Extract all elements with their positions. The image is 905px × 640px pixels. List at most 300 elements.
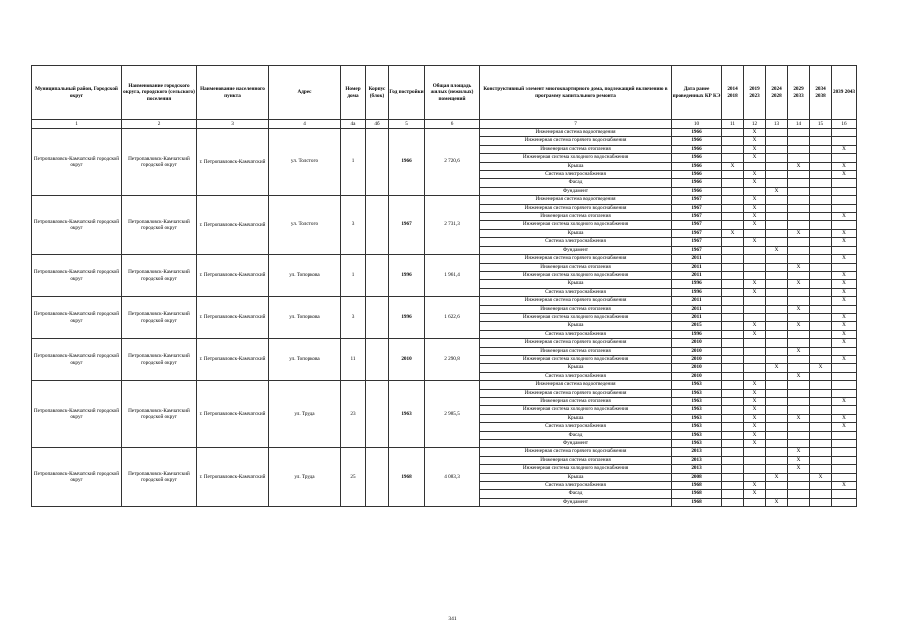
period-mark-cell (766, 221, 788, 229)
prior-repair-date-cell: 1966 (672, 171, 722, 179)
period-mark-cell (766, 465, 788, 473)
period-mark-cell (766, 423, 788, 431)
period-mark-cell (810, 465, 832, 473)
period-mark-cell (722, 406, 744, 414)
table-row (32, 255, 857, 263)
address-cell: ул. Труда (269, 448, 341, 507)
element-name-cell: Инженерная система холодного водоснабжения (480, 465, 672, 473)
period-mark-cell (810, 330, 832, 338)
period-mark-cell: X (788, 162, 810, 170)
period-mark-cell (810, 137, 832, 145)
period-mark-cell (744, 297, 766, 305)
period-mark-cell (832, 473, 857, 481)
prior-repair-date-cell: 1968 (672, 482, 722, 490)
period-mark-cell (744, 271, 766, 279)
locality-cell: г. Петропавловск-Камчатский (197, 297, 269, 339)
element-name-cell: Фундамент (480, 246, 672, 254)
prior-repair-date-cell: 2011 (672, 255, 722, 263)
period-mark-cell (766, 389, 788, 397)
element-name-cell: Инженерная система отопления (480, 263, 672, 271)
period-mark-cell (832, 448, 857, 456)
period-mark-cell (744, 473, 766, 481)
area-cell: 4 083,3 (425, 448, 480, 507)
period-mark-cell (832, 129, 857, 137)
prior-repair-date-cell: 2011 (672, 297, 722, 305)
period-mark-cell: X (744, 414, 766, 422)
period-mark-cell (766, 381, 788, 389)
prior-repair-date-cell: 2010 (672, 364, 722, 372)
period-mark-cell (788, 288, 810, 296)
header-row (32, 66, 857, 120)
period-mark-cell: X (832, 171, 857, 179)
period-mark-cell (722, 271, 744, 279)
column-header: Год постройки (389, 66, 425, 120)
element-name-cell: Инженерная система горячего водоснабжения (480, 137, 672, 145)
area-cell: 2 290,8 (425, 339, 480, 381)
period-mark-cell (722, 372, 744, 380)
period-mark-cell (722, 154, 744, 162)
period-mark-cell: X (744, 398, 766, 406)
element-name-cell: Фасад (480, 490, 672, 498)
prior-repair-date-cell: 2010 (672, 372, 722, 380)
column-number: 5 (389, 120, 425, 129)
period-mark-cell (766, 330, 788, 338)
period-mark-cell (788, 389, 810, 397)
element-name-cell: Инженерная система холодного водоснабжения (480, 271, 672, 279)
period-mark-cell (722, 213, 744, 221)
capital-repair-table (31, 65, 857, 507)
column-number: 16 (832, 120, 857, 129)
period-mark-cell (788, 406, 810, 414)
element-name-cell: Инженерная система горячего водоснабжения (480, 255, 672, 263)
period-mark-cell (788, 297, 810, 305)
prior-repair-date-cell: 1996 (672, 330, 722, 338)
build-year-cell: 1967 (389, 196, 425, 255)
period-mark-cell (744, 187, 766, 195)
period-mark-cell (788, 171, 810, 179)
period-mark-cell (744, 339, 766, 347)
period-mark-cell (722, 297, 744, 305)
period-mark-cell (766, 414, 788, 422)
prior-repair-date-cell: 1963 (672, 389, 722, 397)
prior-repair-date-cell: 1963 (672, 431, 722, 439)
period-mark-cell (722, 339, 744, 347)
element-name-cell: Крыша (480, 473, 672, 481)
house-number-cell: 3 (341, 196, 366, 255)
period-mark-cell: X (832, 288, 857, 296)
element-name-cell: Инженерная система горячего водоснабжения (480, 204, 672, 212)
district-cell: Петропавловск-Камчатский городской округ (32, 297, 122, 339)
prior-repair-date-cell: 1967 (672, 213, 722, 221)
element-name-cell: Инженерная система отопления (480, 213, 672, 221)
settlement-cell: Петропавловск-Камчатский городской округ (122, 448, 197, 507)
period-mark-cell (744, 456, 766, 464)
prior-repair-date-cell: 2008 (672, 473, 722, 481)
element-name-cell: Система электроснабжения (480, 372, 672, 380)
period-mark-cell (810, 255, 832, 263)
address-cell: ул. Топоркова (269, 255, 341, 297)
block-cell (366, 129, 389, 196)
column-header: Корпус (блок) (366, 66, 389, 120)
period-mark-cell (788, 364, 810, 372)
period-mark-cell (810, 179, 832, 187)
period-mark-cell (810, 145, 832, 153)
period-mark-cell: X (788, 414, 810, 422)
period-mark-cell (788, 246, 810, 254)
period-mark-cell: X (744, 322, 766, 330)
period-mark-cell: X (744, 406, 766, 414)
column-number: 6 (425, 120, 480, 129)
period-mark-cell (810, 490, 832, 498)
element-name-cell: Крыша (480, 414, 672, 422)
column-header: 2029 2033 (788, 66, 810, 120)
period-mark-cell: X (744, 196, 766, 204)
element-name-cell: Система электроснабжения (480, 423, 672, 431)
column-header: Наименование городского округа, городского (сельского) поселения (122, 66, 197, 120)
period-mark-cell (722, 263, 744, 271)
element-name-cell: Инженерная система холодного водоснабжения (480, 154, 672, 162)
period-mark-cell: X (832, 313, 857, 321)
element-name-cell: Крыша (480, 280, 672, 288)
house-number-cell: 1 (341, 255, 366, 297)
prior-repair-date-cell: 2013 (672, 456, 722, 464)
page-number: 341 (448, 616, 457, 622)
area-cell: 2 985,5 (425, 381, 480, 448)
period-mark-cell (810, 372, 832, 380)
period-mark-cell (744, 465, 766, 473)
period-mark-cell (788, 498, 810, 506)
period-mark-cell (810, 297, 832, 305)
period-mark-cell (788, 204, 810, 212)
prior-repair-date-cell: 1963 (672, 414, 722, 422)
period-mark-cell (766, 372, 788, 380)
period-mark-cell (744, 255, 766, 263)
element-name-cell: Инженерная система отопления (480, 398, 672, 406)
column-header: Наименование населенного пункта (197, 66, 269, 120)
house-number-cell: 1 (341, 129, 366, 196)
period-mark-cell: X (744, 490, 766, 498)
period-mark-cell (810, 171, 832, 179)
period-mark-cell (832, 179, 857, 187)
period-mark-cell (722, 465, 744, 473)
period-mark-cell (722, 129, 744, 137)
period-mark-cell: X (744, 204, 766, 212)
element-name-cell: Крыша (480, 229, 672, 237)
column-number: 15 (810, 120, 832, 129)
period-mark-cell (766, 288, 788, 296)
element-name-cell: Фасад (480, 179, 672, 187)
period-mark-cell (810, 162, 832, 170)
house-number-cell: 11 (341, 339, 366, 381)
element-name-cell: Инженерная система отопления (480, 456, 672, 464)
period-mark-cell: X (744, 154, 766, 162)
period-mark-cell (788, 330, 810, 338)
prior-repair-date-cell: 1967 (672, 229, 722, 237)
period-mark-cell: X (744, 288, 766, 296)
build-year-cell: 2010 (389, 339, 425, 381)
period-mark-cell (766, 406, 788, 414)
period-mark-cell: X (788, 448, 810, 456)
house-number-cell: 23 (341, 381, 366, 448)
period-mark-cell (788, 440, 810, 448)
period-mark-cell (832, 498, 857, 506)
period-mark-cell (722, 482, 744, 490)
column-number: 12 (744, 120, 766, 129)
period-mark-cell: X (744, 431, 766, 439)
period-mark-cell (766, 448, 788, 456)
prior-repair-date-cell: 2011 (672, 271, 722, 279)
period-mark-cell: X (766, 364, 788, 372)
period-mark-cell: X (832, 297, 857, 305)
column-number: 4 (269, 120, 341, 129)
column-number: 4а (341, 120, 366, 129)
period-mark-cell (788, 238, 810, 246)
period-mark-cell (810, 482, 832, 490)
period-mark-cell (832, 137, 857, 145)
period-mark-cell (810, 406, 832, 414)
period-mark-cell: X (744, 482, 766, 490)
period-mark-cell (832, 490, 857, 498)
settlement-cell: Петропавловск-Камчатский городской округ (122, 297, 197, 339)
prior-repair-date-cell: 1966 (672, 154, 722, 162)
period-mark-cell (722, 498, 744, 506)
locality-cell: г. Петропавловск-Камчатский (197, 255, 269, 297)
period-mark-cell (832, 187, 857, 195)
period-mark-cell: X (744, 137, 766, 145)
period-mark-cell: X (788, 372, 810, 380)
period-mark-cell: X (744, 171, 766, 179)
settlement-cell: Петропавловск-Камчатский городской округ (122, 381, 197, 448)
period-mark-cell: X (832, 423, 857, 431)
build-year-cell: 1966 (389, 129, 425, 196)
column-number-row (32, 120, 857, 129)
column-number: 11 (722, 120, 744, 129)
column-header: 2019 2023 (744, 66, 766, 120)
period-mark-cell (832, 246, 857, 254)
column-header: 2024 2028 (766, 66, 788, 120)
period-mark-cell (788, 129, 810, 137)
table-row (32, 448, 857, 456)
prior-repair-date-cell: 2011 (672, 305, 722, 313)
element-name-cell: Инженерная система горячего водоснабжения (480, 339, 672, 347)
period-mark-cell (810, 313, 832, 321)
period-mark-cell (722, 221, 744, 229)
settlement-cell: Петропавловск-Камчатский городской округ (122, 255, 197, 297)
period-mark-cell (788, 145, 810, 153)
block-cell (366, 196, 389, 255)
period-mark-cell (810, 280, 832, 288)
column-number: 10 (672, 120, 722, 129)
period-mark-cell (744, 229, 766, 237)
district-cell: Петропавловск-Камчатский городской округ (32, 448, 122, 507)
period-mark-cell (722, 196, 744, 204)
prior-repair-date-cell: 2013 (672, 465, 722, 473)
prior-repair-date-cell: 2011 (672, 263, 722, 271)
block-cell (366, 255, 389, 297)
locality-cell: г. Петропавловск-Камчатский (197, 448, 269, 507)
period-mark-cell: X (722, 162, 744, 170)
period-mark-cell (766, 456, 788, 464)
period-mark-cell (722, 347, 744, 355)
period-mark-cell (722, 490, 744, 498)
element-name-cell: Система электроснабжения (480, 482, 672, 490)
period-mark-cell (766, 179, 788, 187)
period-mark-cell (766, 154, 788, 162)
prior-repair-date-cell: 2010 (672, 355, 722, 363)
period-mark-cell: X (744, 389, 766, 397)
period-mark-cell (788, 431, 810, 439)
period-mark-cell (810, 339, 832, 347)
prior-repair-date-cell: 1966 (672, 162, 722, 170)
period-mark-cell (722, 448, 744, 456)
district-cell: Петропавловск-Камчатский городской округ (32, 129, 122, 196)
build-year-cell: 1996 (389, 297, 425, 339)
period-mark-cell: X (832, 162, 857, 170)
column-header: Адрес (269, 66, 341, 120)
period-mark-cell (810, 322, 832, 330)
element-name-cell: Крыша (480, 364, 672, 372)
prior-repair-date-cell: 1967 (672, 246, 722, 254)
period-mark-cell (832, 456, 857, 464)
period-mark-cell: X (766, 187, 788, 195)
element-name-cell: Фундамент (480, 440, 672, 448)
period-mark-cell (810, 347, 832, 355)
period-mark-cell (788, 423, 810, 431)
locality-cell: г. Петропавловск-Камчатский (197, 339, 269, 381)
column-header: 2014 2018 (722, 66, 744, 120)
column-number: 3 (197, 120, 269, 129)
column-header: 2039 2043 (832, 66, 857, 120)
period-mark-cell: X (744, 213, 766, 221)
period-mark-cell (810, 423, 832, 431)
period-mark-cell (810, 246, 832, 254)
period-mark-cell (766, 490, 788, 498)
prior-repair-date-cell: 1967 (672, 196, 722, 204)
prior-repair-date-cell: 1967 (672, 221, 722, 229)
period-mark-cell (766, 271, 788, 279)
block-cell (366, 339, 389, 381)
period-mark-cell (766, 162, 788, 170)
period-mark-cell: X (744, 129, 766, 137)
period-mark-cell (810, 187, 832, 195)
period-mark-cell (766, 238, 788, 246)
period-mark-cell (744, 498, 766, 506)
period-mark-cell (810, 213, 832, 221)
period-mark-cell (810, 448, 832, 456)
period-mark-cell (766, 213, 788, 221)
build-year-cell: 1968 (389, 448, 425, 507)
period-mark-cell (722, 280, 744, 288)
period-mark-cell (788, 196, 810, 204)
prior-repair-date-cell: 2011 (672, 313, 722, 321)
table-row (32, 196, 857, 204)
period-mark-cell (810, 229, 832, 237)
period-mark-cell (766, 482, 788, 490)
period-mark-cell (788, 490, 810, 498)
period-mark-cell (744, 347, 766, 355)
house-number-cell: 3 (341, 297, 366, 339)
table-body (32, 129, 857, 507)
period-mark-cell (788, 187, 810, 195)
period-mark-cell (722, 398, 744, 406)
prior-repair-date-cell: 1966 (672, 187, 722, 195)
district-cell: Петропавловск-Камчатский городской округ (32, 381, 122, 448)
period-mark-cell: X (744, 145, 766, 153)
period-mark-cell (722, 440, 744, 448)
column-header: 2034 2038 (810, 66, 832, 120)
period-mark-cell (722, 204, 744, 212)
period-mark-cell: X (788, 347, 810, 355)
column-number: 7 (480, 120, 672, 129)
period-mark-cell (766, 196, 788, 204)
element-name-cell: Инженерная система отопления (480, 145, 672, 153)
period-mark-cell (766, 297, 788, 305)
element-name-cell: Система электроснабжения (480, 238, 672, 246)
element-name-cell: Инженерная система холодного водоснабжения (480, 221, 672, 229)
period-mark-cell (722, 255, 744, 263)
period-mark-cell (766, 305, 788, 313)
period-mark-cell: X (788, 229, 810, 237)
period-mark-cell: X (766, 473, 788, 481)
period-mark-cell (722, 330, 744, 338)
period-mark-cell: X (788, 456, 810, 464)
period-mark-cell (810, 238, 832, 246)
period-mark-cell (744, 372, 766, 380)
block-cell (366, 381, 389, 448)
period-mark-cell: X (722, 229, 744, 237)
period-mark-cell (722, 456, 744, 464)
period-mark-cell: X (766, 246, 788, 254)
period-mark-cell (722, 137, 744, 145)
period-mark-cell (810, 196, 832, 204)
prior-repair-date-cell: 2010 (672, 339, 722, 347)
prior-repair-date-cell: 1966 (672, 145, 722, 153)
prior-repair-date-cell: 1963 (672, 381, 722, 389)
period-mark-cell: X (832, 482, 857, 490)
column-header: Конструктивный элемент многоквартирного дома, подлежащий включению в программу капитального ремонта (480, 66, 672, 120)
period-mark-cell (722, 389, 744, 397)
period-mark-cell (766, 322, 788, 330)
period-mark-cell (744, 162, 766, 170)
element-name-cell: Инженерная система водоотведения (480, 129, 672, 137)
prior-repair-date-cell: 1967 (672, 238, 722, 246)
period-mark-cell: X (766, 498, 788, 506)
period-mark-cell: X (832, 255, 857, 263)
period-mark-cell (766, 145, 788, 153)
period-mark-cell (788, 255, 810, 263)
period-mark-cell (810, 498, 832, 506)
period-mark-cell (810, 263, 832, 271)
period-mark-cell (832, 196, 857, 204)
period-mark-cell (810, 288, 832, 296)
period-mark-cell: X (832, 238, 857, 246)
period-mark-cell (766, 355, 788, 363)
period-mark-cell: X (788, 465, 810, 473)
column-header: Номер дома (341, 66, 366, 120)
period-mark-cell (722, 355, 744, 363)
table-row (32, 339, 857, 347)
period-mark-cell (810, 129, 832, 137)
period-mark-cell (788, 473, 810, 481)
column-number: 13 (766, 120, 788, 129)
period-mark-cell (744, 246, 766, 254)
settlement-cell: Петропавловск-Камчатский городской округ (122, 339, 197, 381)
period-mark-cell (722, 187, 744, 195)
period-mark-cell (810, 398, 832, 406)
period-mark-cell (810, 389, 832, 397)
period-mark-cell: X (832, 280, 857, 288)
table-row (32, 129, 857, 137)
